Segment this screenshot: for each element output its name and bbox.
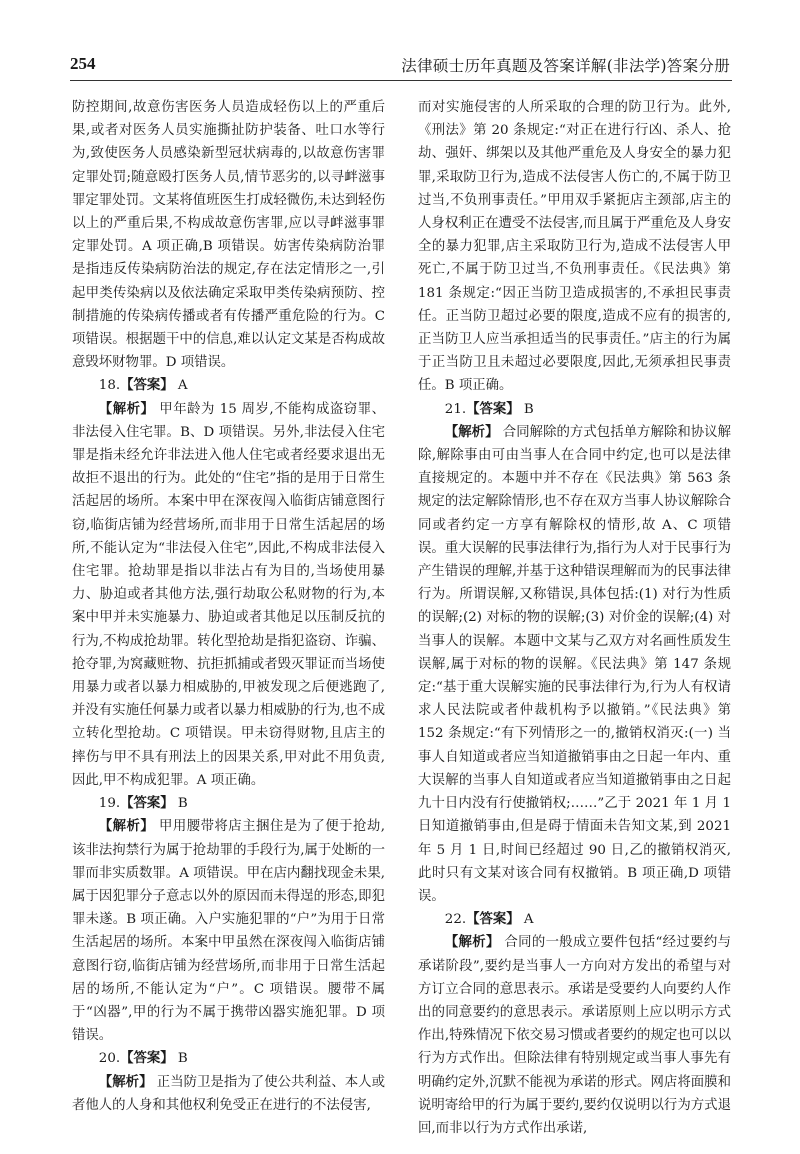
answer-line-q21 <box>418 398 731 421</box>
header-title: 法律硕士历年真题及答案详解(非法学)答案分册 <box>401 57 730 75</box>
analysis-q18 <box>72 398 385 792</box>
analysis-text: 合同的一般成立要件包括“经过要约与承诺阶段”,要约是当事人一方向对方发出的希望与对方订立合同的意思表示。承诺是受要约人向要约人作出的同意要约的意思表示。承诺原则上应以明示方式作出,特殊情况下依交易习惯或者要约的规定也可以以行为方式作出。但除法律有特别规定或当事人事先有明确约定外,沉默不能视为承诺的形式。网店将面膜和说明寄给甲的行为属于要约,要约仅说明以行为方式退回,而非以行为方式作出承诺, <box>418 935 731 1136</box>
answer-line-q22 <box>418 908 731 931</box>
analysis-q19 <box>72 815 385 1047</box>
header-rule <box>70 80 732 81</box>
analysis-text: 合同解除的方式包括单方解除和协议解除,解除事由可由当事人在合同中约定,也可以是法律直接规定的。本题中并不存在《民法典》第 563 条规定的法定解除情形,也不存在双方当事人协议解除合同或者约定一方享有解除权的情形,故 A、C 项错误。重大误解的民事法律行为,指行为人对于民事行为产生错误的理解,并基于这种错误理解而为的民事法律行为。所谓误解,又称错误,具体包括:(1) 对行为性质的误解;(2) 对标的物的误解;(3) 对价金的误解;(4) 对当事人的误解。本题中文某与乙双方对名画性质发生误解,属于对标的物的误解。《民法典》第 147 条规定:“基于重大误解实施的民事法律行为,行为人有权请求人民法院或者仲裁机构予以撤销。”《民法典》第 152 条规定:“有下列情形之一的,撤销权消灭:(一) 当事人自知道或者应当知道撤销事由之日起一年内、重大误解的当事人自知道或者应当知道撤销事由之日起九十日内没有行使撤销权;……”乙于 2021 年 1 月 1 日知道撤销事由,但是碍于情面未告知文某,到 2021 年 5 月 1 日,时间已经超过 90 日,乙的撤销权消灭,此时只有文某对该合同有权撤销。B 项正确,D 项错误。 <box>418 424 731 904</box>
answer-label: 【答案】 <box>466 400 520 417</box>
answer-label: 【答案】 <box>120 1050 174 1067</box>
analysis-label: 【解析】 <box>444 423 499 440</box>
analysis-label: 【解析】 <box>98 1073 153 1090</box>
answer-value: B <box>523 401 534 417</box>
answer-label: 【答案】 <box>466 911 520 928</box>
answer-line-q18 <box>72 374 385 397</box>
question-number: 21. <box>444 401 467 417</box>
answer-line-q20 <box>72 1047 385 1070</box>
page-header <box>70 50 730 80</box>
analysis-q21 <box>418 421 731 908</box>
analysis-text: 正当防卫是指为了使公共利益、本人或者他人的人身和其他权利免受正在进行的不法侵害, <box>72 1074 385 1113</box>
paragraph-q20-continued: 而对实施侵害的人所采取的合理的防卫行为。此外,《刑法》第 20 条规定:“对正在进行行凶、杀人、抢劫、强奸、绑架以及其他严重危及人身安全的暴力犯罪,采取防卫行为,造成不法侵害人伤亡的,不属于防卫过当,不负刑事责任。”甲用双手紧扼店主颈部,店主的人身权利正在遭受不法侵害,而且属于严重危及人身安全的暴力犯罪,店主采取防卫行为,造成不法侵害人甲死亡,不属于防卫过当,不负刑事责任。《民法典》第 181 条规定:“因正当防卫造成损害的,不承担民事责任。正当防卫超过必要的限度,造成不应有的损害的,正当防卫人应当承担适当的民事责任。”店主的行为属于正当防卫且未超过必要限度,因此,无须承担民事责任。B 项正确。 <box>418 100 731 394</box>
question-number: 19. <box>98 796 121 812</box>
answer-label: 【答案】 <box>120 377 174 394</box>
analysis-q20 <box>72 1071 385 1117</box>
analysis-text: 甲用腰带将店主捆住是为了便于抢劫,该非法拘禁行为属于抢劫罪的手段行为,属于处断的一罪而非实质数罪。A 项错误。甲在店内翻找现金未果,属于因犯罪分子意志以外的原因而未得逞的形态,即犯罪未遂。B 项正确。入户实施犯罪的“户”为用于日常生活起居的场所。本案中甲虽然在深夜闯入临街店铺意图行窃,临街店铺为经营场所,而非用于日常生活起居的场所,不能认定为“户”。C 项错误。腰带不属于“凶器”,甲的行为不属于携带凶器实施犯罪。D 项错误。 <box>72 819 385 1044</box>
page-number: 254 <box>70 54 96 73</box>
answer-line-q19 <box>72 792 385 815</box>
analysis-label: 【解析】 <box>98 400 155 417</box>
analysis-label: 【解析】 <box>444 934 500 951</box>
question-number: 20. <box>98 1051 121 1067</box>
left-column <box>72 96 385 1136</box>
answer-value: A <box>177 378 188 394</box>
answer-label: 【答案】 <box>120 795 174 812</box>
answer-value: B <box>177 1051 188 1067</box>
analysis-q22 <box>418 931 731 1136</box>
analysis-text: 甲年龄为 15 周岁,不能构成盗窃罪、非法侵入住宅罪。B、D 项错误。另外,非法侵入住宅罪是指未经允许非法进入他人住宅或者经要求退出无故拒不退出的行为。此处的“住宅”指的是用于日常生活起居的场所。本案中甲在深夜闯入临街店铺意图行窃,临街店铺为经营场所,而非用于日常生活起居的场所,不能认定为“非法侵入住宅”,因此,不构成非法侵入住宅罪。抢劫罪是指以非法占有为目的,当场使用暴力、胁迫或者其他方法,强行劫取公私财物的行为,本案中甲并未实施暴力、胁迫或者其他足以压制反抗的行为,不构成抢劫罪。转化型抢劫是指犯盗窃、诈骗、抢夺罪,为窝藏赃物、抗拒抓捕或者毁灭罪证而当场使用暴力或者以暴力相威胁的,甲被发现之后便逃跑了,并没有实施任何暴力或者以暴力相威胁的行为,也不成立转化型抢劫。C 项错误。甲未窃得财物,且店主的摔伤与甲不具有刑法上的因果关系,甲对此不用负责,因此,甲不构成犯罪。A 项正确。 <box>72 401 385 788</box>
analysis-label: 【解析】 <box>98 818 155 835</box>
question-number: 18. <box>98 378 121 394</box>
right-column <box>418 96 731 1136</box>
question-number: 22. <box>444 912 467 928</box>
answer-value: B <box>177 796 188 812</box>
paragraph-q17-continued: 防控期间,故意伤害医务人员造成轻伤以上的严重后果,或者对医务人员实施撕扯防护装备、吐口水等行为,致使医务人员感染新型冠状病毒的,以故意伤害罪定罪处罚;随意殴打医务人员,情节恶劣的,以寻衅滋事罪定罪处罚。文某将值班医生打成轻微伤,未达到轻伤以上的严重后果,不构成故意伤害罪,应以寻衅滋事罪定罪处罚。A 项正确,B 项错误。妨害传染病防治罪是指违反传染病防治法的规定,存在法定情形之一,引起甲类传染病以及依法确定采取甲类传染病预防、控制措施的传染病传播或者有传播严重危险的行为。C 项错误。根据题干中的信息,难以认定文某是否构成故意毁坏财物罪。D 项错误。 <box>72 100 385 371</box>
answer-value: A <box>523 912 534 928</box>
